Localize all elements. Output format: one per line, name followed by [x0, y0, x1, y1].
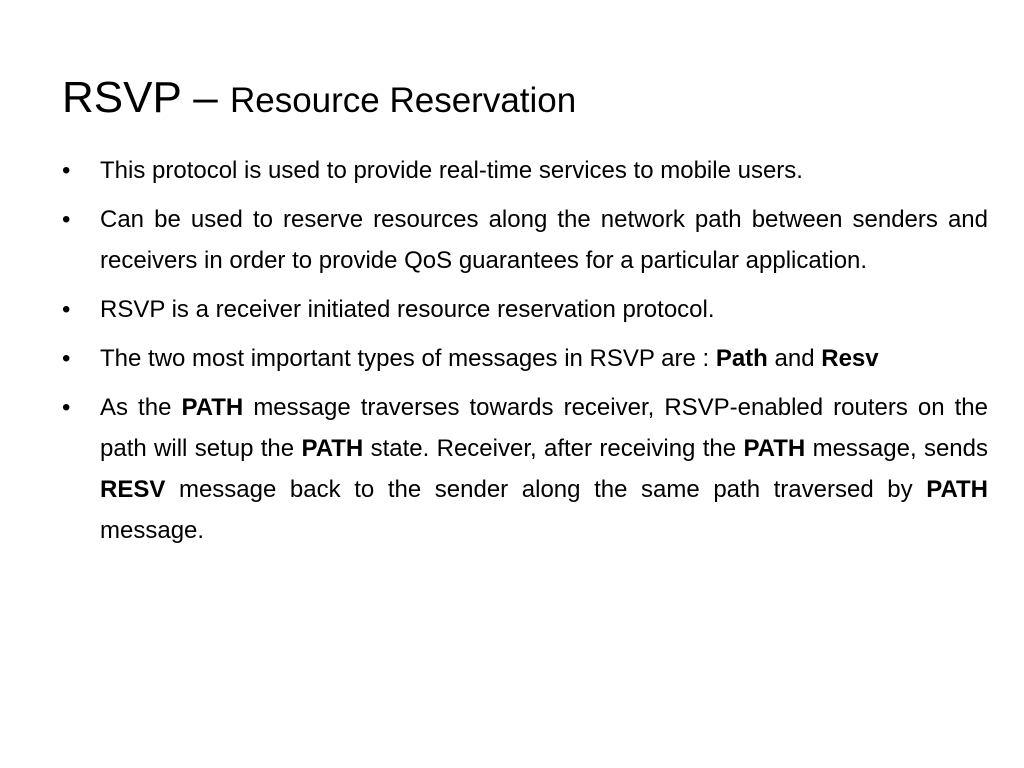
bullet-text-run: message, sends — [805, 435, 988, 462]
bullet-marker: • — [62, 394, 71, 421]
slide-title — [62, 68, 982, 131]
bullet-bold-term: Resv — [821, 345, 879, 372]
bullet-bold-term: RESV — [100, 476, 166, 503]
bullet-bold-term: PATH — [301, 435, 364, 462]
bullet-text-run: RSVP is a receiver initiated resource reservation protocol. — [100, 296, 715, 323]
bullet-text-run: Can be used to reserve resources along the network path between senders and receivers in order to provide QoS guarantees for a particular application. — [100, 206, 988, 274]
bullet-marker: • — [62, 345, 71, 372]
slide-title-sub: Resource Reservation — [229, 81, 577, 120]
bullet-text-run: message traverses towards receiver, RSVP-enabled routers on the path will setup the — [100, 394, 988, 462]
bullet-bold-term: Path — [715, 345, 768, 372]
bullet-text-run: and — [767, 345, 822, 372]
bullet-item — [62, 150, 988, 191]
bullet-text — [100, 296, 715, 323]
bullet-text-run: As the — [100, 394, 182, 421]
bullet-item — [62, 289, 988, 330]
bullet-text-run: This protocol is used to provide real-time services to mobile users. — [100, 157, 803, 184]
bullet-bold-term: PATH — [743, 435, 806, 462]
bullet-text-run: The two most important types of messages in RSVP are : — [100, 345, 716, 372]
bullet-text-run: message. — [100, 517, 205, 544]
bullet-item — [62, 387, 988, 551]
bullet-text — [100, 345, 879, 372]
bullet-marker: • — [62, 296, 71, 323]
bullet-bold-term: PATH — [926, 476, 988, 503]
bullet-bold-term: PATH — [181, 394, 244, 421]
bullet-list — [62, 150, 988, 559]
bullet-marker: • — [62, 157, 71, 184]
bullet-text-run: message back to the sender along the same path traversed by — [165, 476, 927, 503]
bullet-item — [62, 338, 988, 379]
bullet-text — [100, 394, 988, 544]
slide-title-main: RSVP – — [62, 73, 230, 122]
bullet-marker: • — [62, 206, 71, 233]
bullet-item — [62, 199, 988, 281]
bullet-text — [100, 157, 803, 184]
bullet-text-run: state. Receiver, after receiving the — [363, 435, 744, 462]
bullet-text — [100, 206, 988, 274]
